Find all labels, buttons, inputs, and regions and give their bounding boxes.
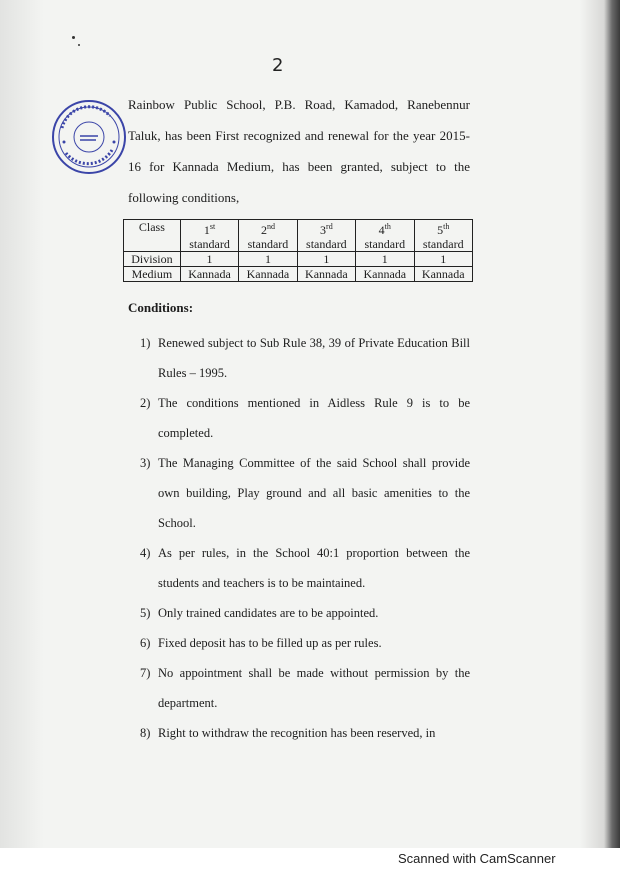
medium-cell: Kannada	[356, 267, 414, 282]
condition-number: 8)	[140, 726, 151, 740]
standard-cell	[356, 220, 414, 252]
condition-text: Fixed deposit has to be filled up as per rules.	[158, 636, 382, 650]
condition-item	[140, 538, 470, 598]
standard-number: 1	[203, 223, 210, 237]
medium-cell: Kannada	[297, 267, 355, 282]
condition-number: 6)	[140, 636, 151, 650]
condition-item	[140, 328, 470, 388]
condition-number: 7)	[140, 666, 151, 680]
condition-item	[140, 718, 470, 748]
standard-cell	[180, 220, 238, 252]
condition-number: 1)	[140, 336, 151, 350]
division-cell: 1	[239, 252, 297, 267]
standard-number: 2	[260, 223, 267, 237]
standard-suffix: nd	[266, 222, 275, 231]
condition-item	[140, 388, 470, 448]
condition-item	[140, 598, 470, 628]
intro-line: 16 for Kannada Medium, has been granted, subject to the	[128, 159, 470, 174]
table-row	[124, 252, 473, 267]
table-row	[124, 220, 473, 252]
division-cell: 1	[414, 252, 473, 267]
standard-number: 4	[378, 223, 385, 237]
condition-text: As per rules, in the School 40:1 proportion between the students and teachers is to be maintained.	[158, 546, 470, 590]
condition-number: 3)	[140, 456, 151, 470]
intro-paragraph	[128, 89, 470, 213]
intro-line: Rainbow Public School, P.B. Road, Kamadod, Ranebennur	[128, 97, 470, 112]
standard-suffix: th	[443, 222, 450, 231]
standard-label: standard	[189, 237, 230, 251]
standard-suffix: rd	[326, 222, 333, 231]
intro-line: Taluk, has been First recognized and renewal for the year 2015-	[128, 128, 470, 143]
medium-cell: Kannada	[414, 267, 473, 282]
standard-suffix: st	[209, 222, 216, 231]
division-label-cell: Division	[124, 252, 181, 267]
condition-item	[140, 628, 470, 658]
division-cell: 1	[297, 252, 355, 267]
conditions-list	[140, 328, 470, 748]
standard-suffix: th	[384, 222, 391, 231]
division-cell: 1	[180, 252, 238, 267]
standard-cell	[297, 220, 355, 252]
condition-number: 4)	[140, 546, 151, 560]
standard-label: standard	[306, 237, 347, 251]
standard-label: standard	[422, 237, 464, 251]
ink-speck	[72, 36, 75, 39]
condition-item	[140, 448, 470, 538]
standard-label: standard	[364, 237, 406, 251]
header-label-cell: Class	[124, 220, 181, 252]
page-right-edge	[580, 0, 620, 850]
standard-cell	[239, 220, 297, 252]
condition-item	[140, 658, 470, 718]
standard-label: standard	[247, 237, 289, 251]
standard-number: 3	[320, 223, 327, 237]
condition-text: The Managing Committee of the said School shall provide own building, Play ground and all basic amenities to the School.	[158, 456, 470, 530]
condition-text: Renewed subject to Sub Rule 38, 39 of Private Education Bill Rules – 1995.	[158, 336, 470, 380]
medium-label-cell: Medium	[124, 267, 181, 282]
intro-line: following conditions,	[128, 190, 240, 205]
condition-number: 2)	[140, 396, 151, 410]
medium-cell: Kannada	[239, 267, 297, 282]
condition-text: Right to withdraw the recognition has been reserved, in	[158, 726, 436, 740]
division-cell: 1	[356, 252, 414, 267]
condition-text: Only trained candidates are to be appointed.	[158, 606, 379, 620]
class-table	[123, 219, 473, 282]
table-row	[124, 267, 473, 282]
condition-text: No appointment shall be made without permission by the department.	[158, 666, 470, 710]
page-left-shadow	[0, 0, 44, 850]
condition-text: The conditions mentioned in Aidless Rule 9 is to be completed.	[158, 396, 470, 440]
office-seal-stamp	[50, 98, 128, 176]
standard-cell	[414, 220, 473, 252]
conditions-heading: Conditions:	[128, 300, 194, 315]
page-number: 2	[272, 55, 284, 76]
scanner-watermark: Scanned with CamScanner	[398, 851, 556, 866]
ink-speck	[78, 44, 80, 46]
medium-cell: Kannada	[180, 267, 238, 282]
condition-number: 5)	[140, 606, 151, 620]
standard-number: 5	[437, 223, 444, 237]
